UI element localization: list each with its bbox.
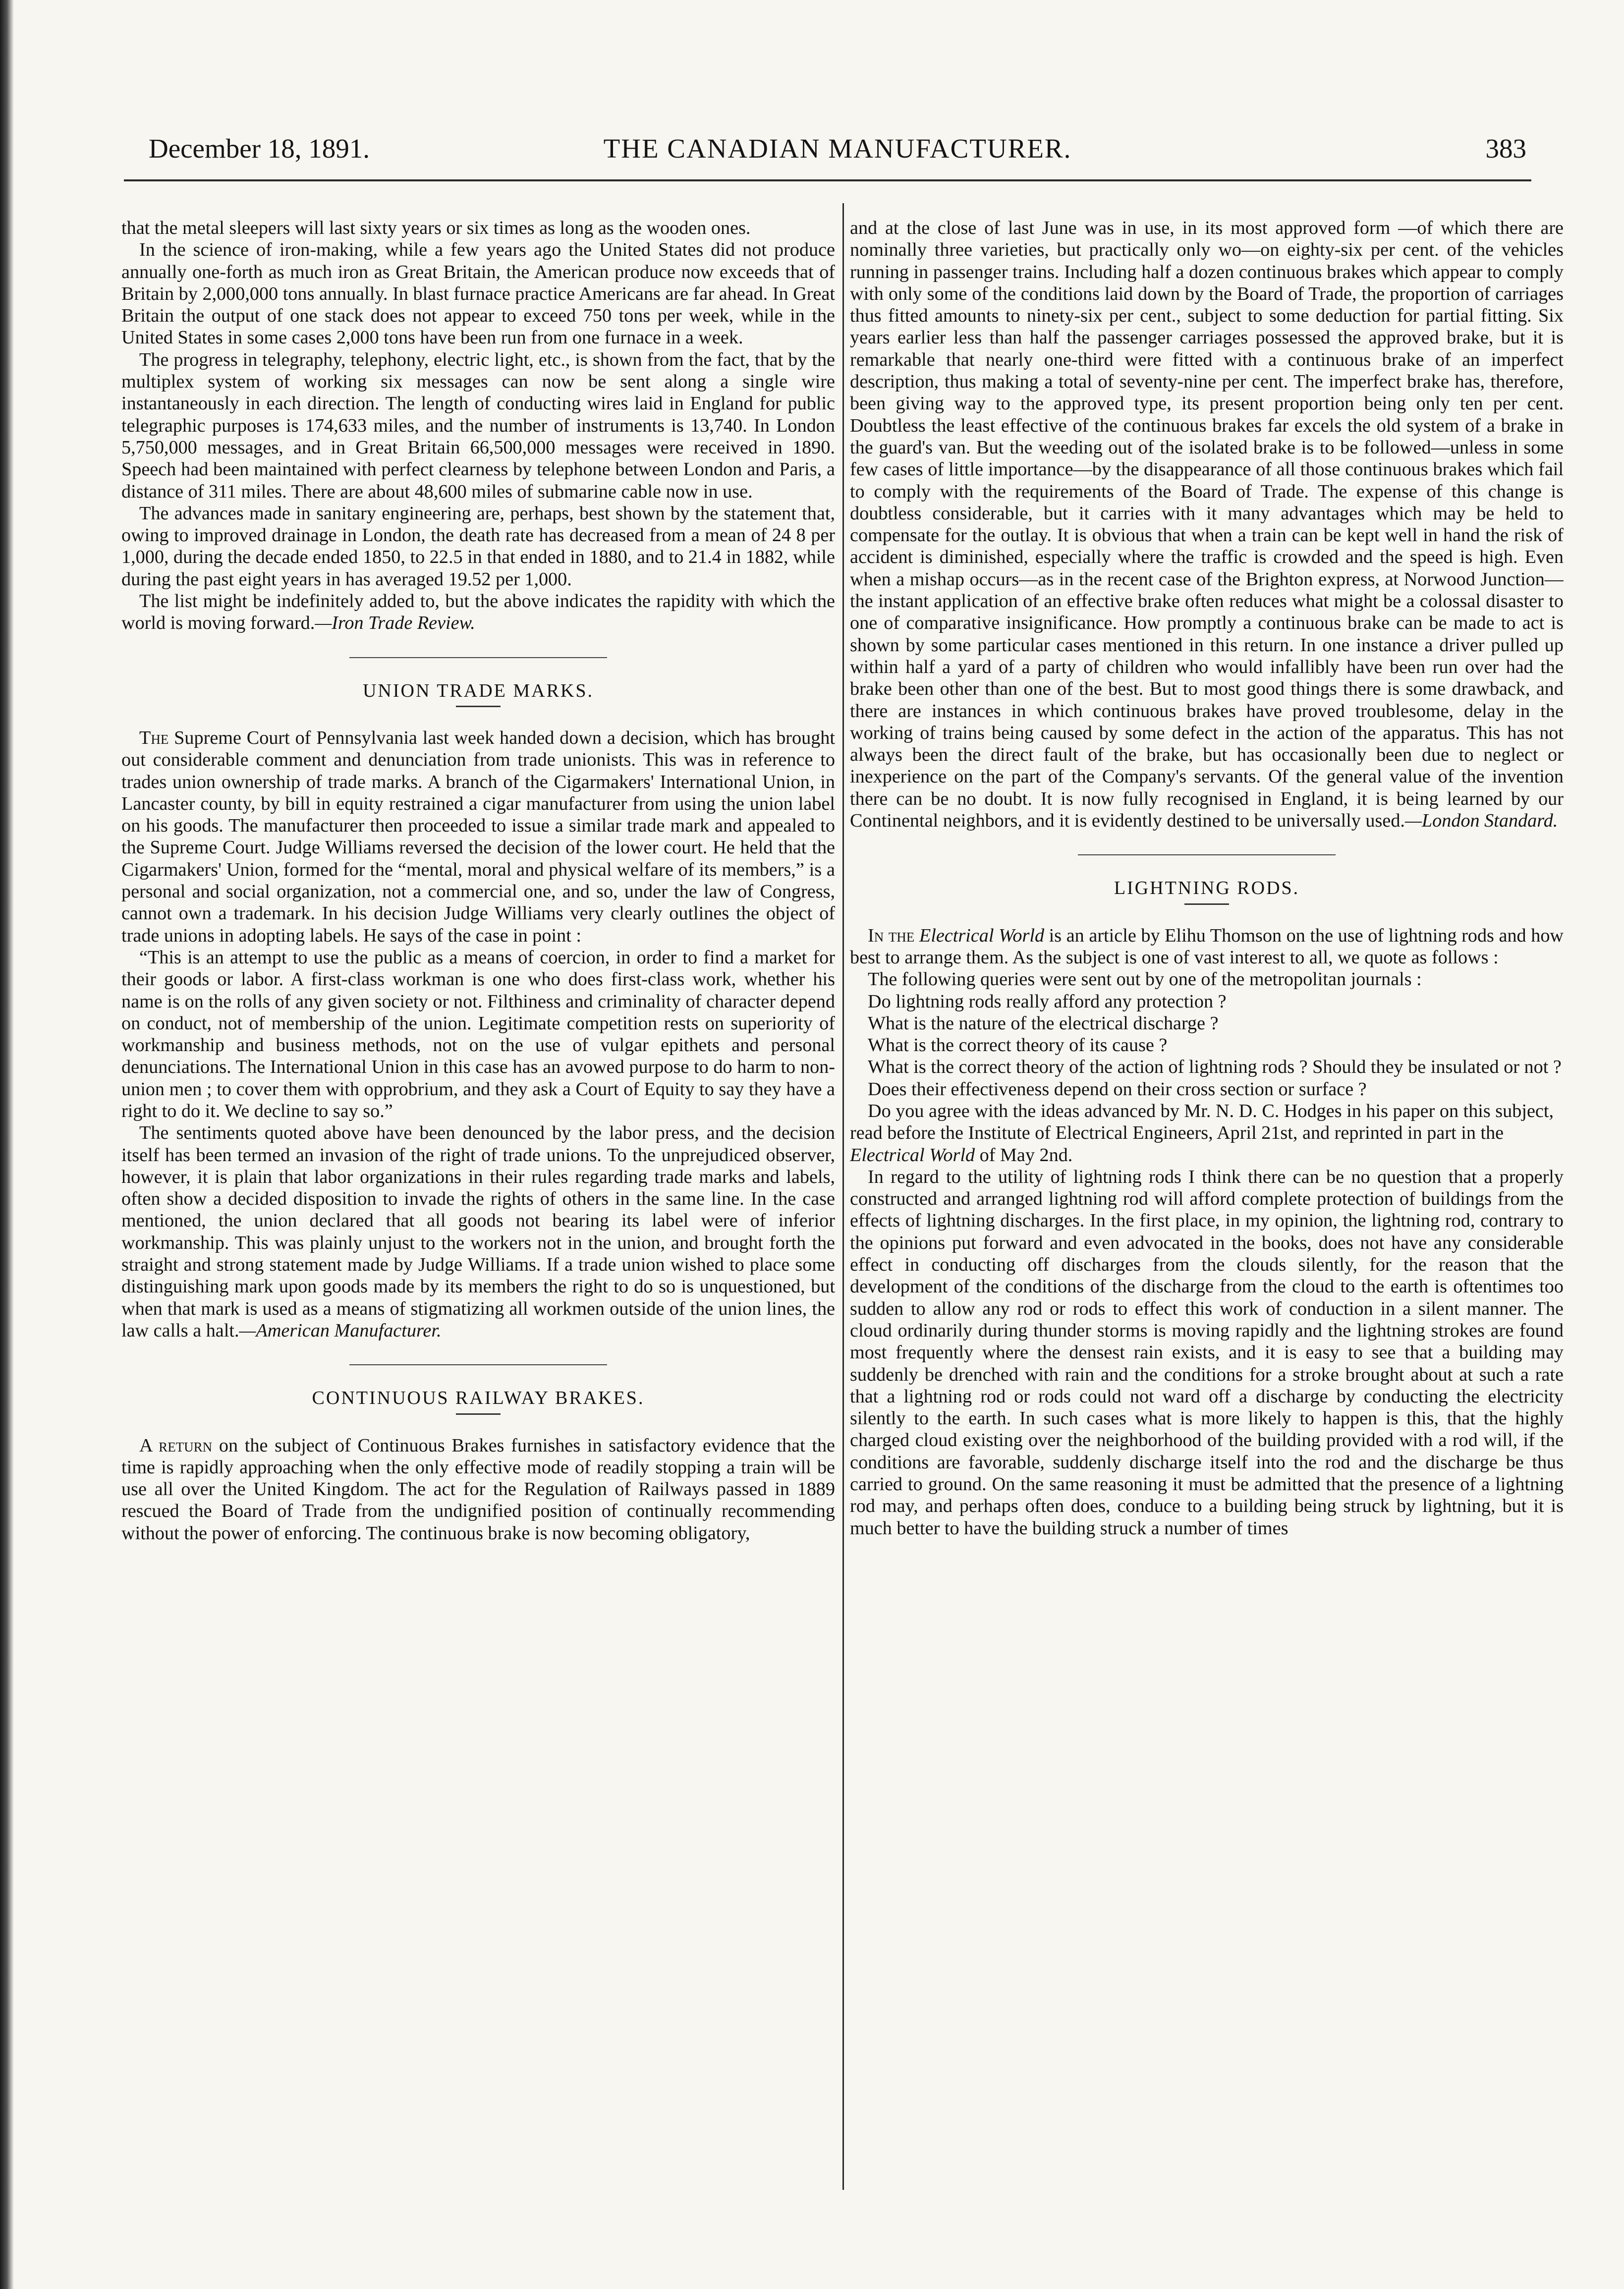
- paragraph-text: is an article by Elihu Thomson on the use of lightning rods and how best to arrange them. As the subject is one of vast interest to all, we quote as follows :: [850, 925, 1564, 968]
- quote-paragraph: “This is an attempt to use the public as a means of coercion, in order to find a market for their goods or labor. A first-class workman is one who does first-class work, whether his name is on the rolls of any given society or not. Filthiness and criminality of character depend on conduct, not of membership of the union. Legitimate competition rests on superiority of workmanship and business methods, not on the use of vulgar epithets and personal denunciations. The International Union in this case has an avowed purpose to do harm to non-union men ; to cover them with opprobrium, and they ask a Court of Equity to say they have a right to do it. We decline to say so.”: [121, 947, 835, 1121]
- lead-in: The: [139, 727, 169, 748]
- paragraph-text: Supreme Court of Pennsylvania last week handed down a decision, which has brought out considerable comment and denunciation from trade unionists. This was in reference to trades union ownership of trade marks. A branch of the Cigarmakers' International Union, in Lancaster county, by bill in equity restrained a cigar manufacturer from using the union label on his goods. The manufacturer then proceeded to issue a similar trade mark and appealed to the Supreme Court. Judge Williams reversed the decision of the lower court. He held that the Cigarmakers' Union, formed for the “mental, moral and physical welfare of its members,” is a personal and social organization, not a commercial one, and so, under the law of Congress, cannot own a trademark. In his decision Judge Williams very clearly outlines the object of trade unions in adopting labels. He says of the case in point :: [121, 727, 835, 946]
- paragraph-text: on the subject of Continuous Brakes furnishes in satisfactory evidence that the time is rapidly approaching when the only effective mode of readily stopping a train will be use all over the United Kingdom. The act for the Regulation of Railways passed in 1889 rescued the Board of Trade from the undignified position of continually recommending without the power of enforcing. The continuous brake is now becoming obligatory,: [121, 1435, 835, 1544]
- query-item: What is the nature of the electrical discharge ?: [868, 1012, 1219, 1034]
- paragraph-text: and at the close of last June was in use, in its most approved form —of which there are nominally three varieties, but practically only wo—on eighty-six per cent. of the vehicles running in passenger trains. Including half a dozen continuous brakes which appear to comply with only some of the conditions laid down by the Board of Trade, the proportion of carriages thus fitted amounts to ninety-six per cent., subject to some deduction for partial fitting. Six years earlier less than half the passenger carriages possessed the approved brake, but it is remarkable that nearly one-third were fitted with a continuous brake of an imperfect description, thus making a total of seventy-nine per cent. The imperfect brake has, therefore, been giving way to the approved type, its present proportion being only ten per cent. Doubtless the least effective of the continuous brakes far excels the old system of a brake in the guard's van. But the weeding out of the isolated brake is to be followed—unless in some few cases of little importance—by the disappearance of all those continuous brakes which fail to comply with the requirements of the Board of Trade. The expense of this change is doubtless considerable, but it carries with it many advantages which may be held to compensate for the outlay. It is obvious that when a train can be kept well in hand the risk of accident is diminished, especially where the traffic is crowded and the speed is high. Even when a mishap occurs—as in the recent case of the Brighton express, at Norwood Junction—the instant application of an effective brake often reduces what might be a colossal disaster to one of comparative insignificance. How promptly a continuous brake can be made to act is shown by some particular cases mentioned in this return. In one instance a driver pulled up within half a yard of a party of children who would infallibly have been run over had the brake been other than one of the best. But to most good things there is some drawback, and there are instances in which continuous brakes have proved troublesome, delay in the working of trains being caused by some defect in the action of the apparatus. This has not always been the direct fault of the brake, but has occasionally been due to neglect or inexperience on the part of the Company's servants. Of the general value of the invention there can be no doubt. It is now fully recognised in England, it is being learned by our Continental neighbors, and it is evidently destined to be universally used.: [850, 218, 1564, 832]
- right-column: [850, 217, 1564, 2175]
- query-item: Does their effectiveness depend on their cross section or surface ?: [868, 1078, 1367, 1100]
- paragraph-text: The list might be indefinitely added to, but the above indicates the rapidity with which the world is moving forward.: [121, 591, 835, 634]
- paragraph: The following queries were sent out by one of the metropolitan journals :: [868, 969, 1422, 990]
- paragraph: [850, 217, 1564, 832]
- section-title-continuous-railway-brakes: CONTINUOUS RAILWAY BRAKES.: [312, 1388, 645, 1409]
- title-rule: [456, 1413, 501, 1415]
- query-text: of May 2nd.: [975, 1144, 1073, 1166]
- paragraph: The progress in telegraphy, telephony, electric light, etc., is shown from the fact, that by the multiplex system of working six messages can now be sent along a single wire instantaneously in each direction. The length of conducting wires laid in England for public telegraphic purposes is 174,633 miles, and the number of instruments is 13,740. In London 5,750,000 messages, and in Great Britain 66,500,000 messages were received in 1890. Speech had been maintained with perfect clearness by telephone between London and Paris, a distance of 311 miles. There are about 48,600 miles of submarine cable now in use.: [121, 349, 835, 502]
- section-rule: [349, 1364, 607, 1365]
- page-header: [149, 133, 1526, 167]
- header-page-number: 383: [1485, 133, 1526, 164]
- paragraph: [121, 1435, 835, 1544]
- lead-in: A return: [139, 1435, 213, 1456]
- publication-name: Electrical World: [919, 925, 1045, 946]
- section-rule: [1078, 854, 1336, 855]
- query-item: Do lightning rods really afford any protection ?: [868, 991, 1227, 1012]
- header-title: THE CANADIAN MANUFACTURER.: [603, 133, 1072, 164]
- paragraph: [121, 1122, 835, 1341]
- query-item: [850, 1100, 1564, 1166]
- paragraph: [121, 727, 835, 947]
- publication-name: Electrical World: [850, 1144, 975, 1166]
- title-rule: [1184, 903, 1229, 905]
- header-rule: [124, 179, 1531, 181]
- lead-in: In the: [868, 925, 915, 946]
- paragraph: In regard to the utility of lightning rods I think there can be no question that a properly constructed and arranged lightning rod will afford complete protection of buildings from the effects of lightning discharges. In the first place, in my opinion, the lightning rod, contrary to the opinions put forward and even advocated in the books, does not have any considerable effect in conducting off discharges from the clouds silently, for the reason that the development of the conditions of the discharge from the cloud to the earth is oftentimes too sudden to allow any rod or rods to effect this work of conduction in a silent manner. The cloud ordinarily during thunder storms is moving rapidly and the lightning strokes are found most frequently where the densest rain exists, and it is easy to see that a building may suddenly be drenched with rain and the conditions for a stroke brought about at such a rate that a lightning rod or rods could not ward off a discharge by conducting the electricity silently to the earth. In such cases what is more likely to happen is this, that the highly charged cloud existing over the neighborhood of the building provided with a rod will, if the conditions are favorable, suddenly discharge itself into the rod and the discharge be thus carried to ground. On the same reasoning it must be admitted that the presence of a lightning rod may, and perhaps often does, conduce to a building being struck by lightning, but it is much better to have the building struck a number of times: [850, 1166, 1564, 1539]
- query-item: What is the correct theory of the action of lightning rods ? Should they be insulated or not ?: [868, 1057, 1562, 1078]
- paragraph: that the metal sleepers will last sixty years or six times as long as the wooden ones.: [121, 218, 751, 238]
- title-rule: [456, 706, 501, 707]
- left-column: [121, 217, 835, 2175]
- paragraph-text: The sentiments quoted above have been denounced by the labor press, and the decision itself has been termed an invasion of the right of trade unions. To the unprejudiced observer, however, it is plain that labor organizations in their rules regarding trade marks and labels, often show a decided disposition to invade the rights of others in the same line. In the case mentioned, the union declared that all goods not bearing its label were of inferior workmanship. This was plainly unjust to the workers not in the union, and brought forth the straight and strong statement made by Judge Williams. If a trade union wished to place some distinguishing mark upon goods made by its members the right to do so is unquestioned, but when that mark is used as a means of stigmatizing all workmen outside of the union lines, the law calls a halt.: [121, 1122, 835, 1341]
- column-divider: [842, 203, 844, 2190]
- paragraph: The advances made in sanitary engineering are, perhaps, best shown by the statement that, owing to improved drainage in London, the death rate has decreased from a mean of 24 8 per 1,000, during the decade ended 1850, to 22.5 in that ended in 1880, and to 21.4 in 1882, while during the past eight years in has averaged 19.52 per 1,000.: [121, 502, 835, 590]
- page-binding-edge: [0, 0, 14, 2289]
- source-credit: —London Standard.: [1404, 810, 1558, 832]
- section-title-lightning-rods: LIGHTNING RODS.: [1114, 878, 1300, 899]
- section-rule: [349, 657, 607, 658]
- query-item: What is the correct theory of its cause ?: [868, 1035, 1168, 1056]
- header-date: December 18, 1891.: [149, 133, 370, 164]
- paragraph: In the science of iron-making, while a few years ago the United States did not produce annually one-forth as much iron as Great Britain, the American produce now exceeds that of Britain by 2,000,000 tons annually. In blast furnace practice Americans are far ahead. In Great Britain the output of one stack does not appear to exceed 750 tons per week, while in the United States in some cases 2,000 tons have been run from one furnace in a week.: [121, 239, 835, 348]
- paragraph: [850, 925, 1564, 969]
- paragraph: [121, 590, 835, 634]
- section-title-union-trade-marks: UNION TRADE MARKS.: [362, 680, 594, 701]
- query-text: Do you agree with the ideas advanced by Mr. N. D. C. Hodges in his paper on this subject, read before the Institute of Electrical Engineers, April 21st, and reprinted in part in the: [850, 1100, 1554, 1144]
- source-credit: —Iron Trade Review.: [315, 613, 475, 634]
- source-credit: —American Manufacturer.: [239, 1320, 442, 1341]
